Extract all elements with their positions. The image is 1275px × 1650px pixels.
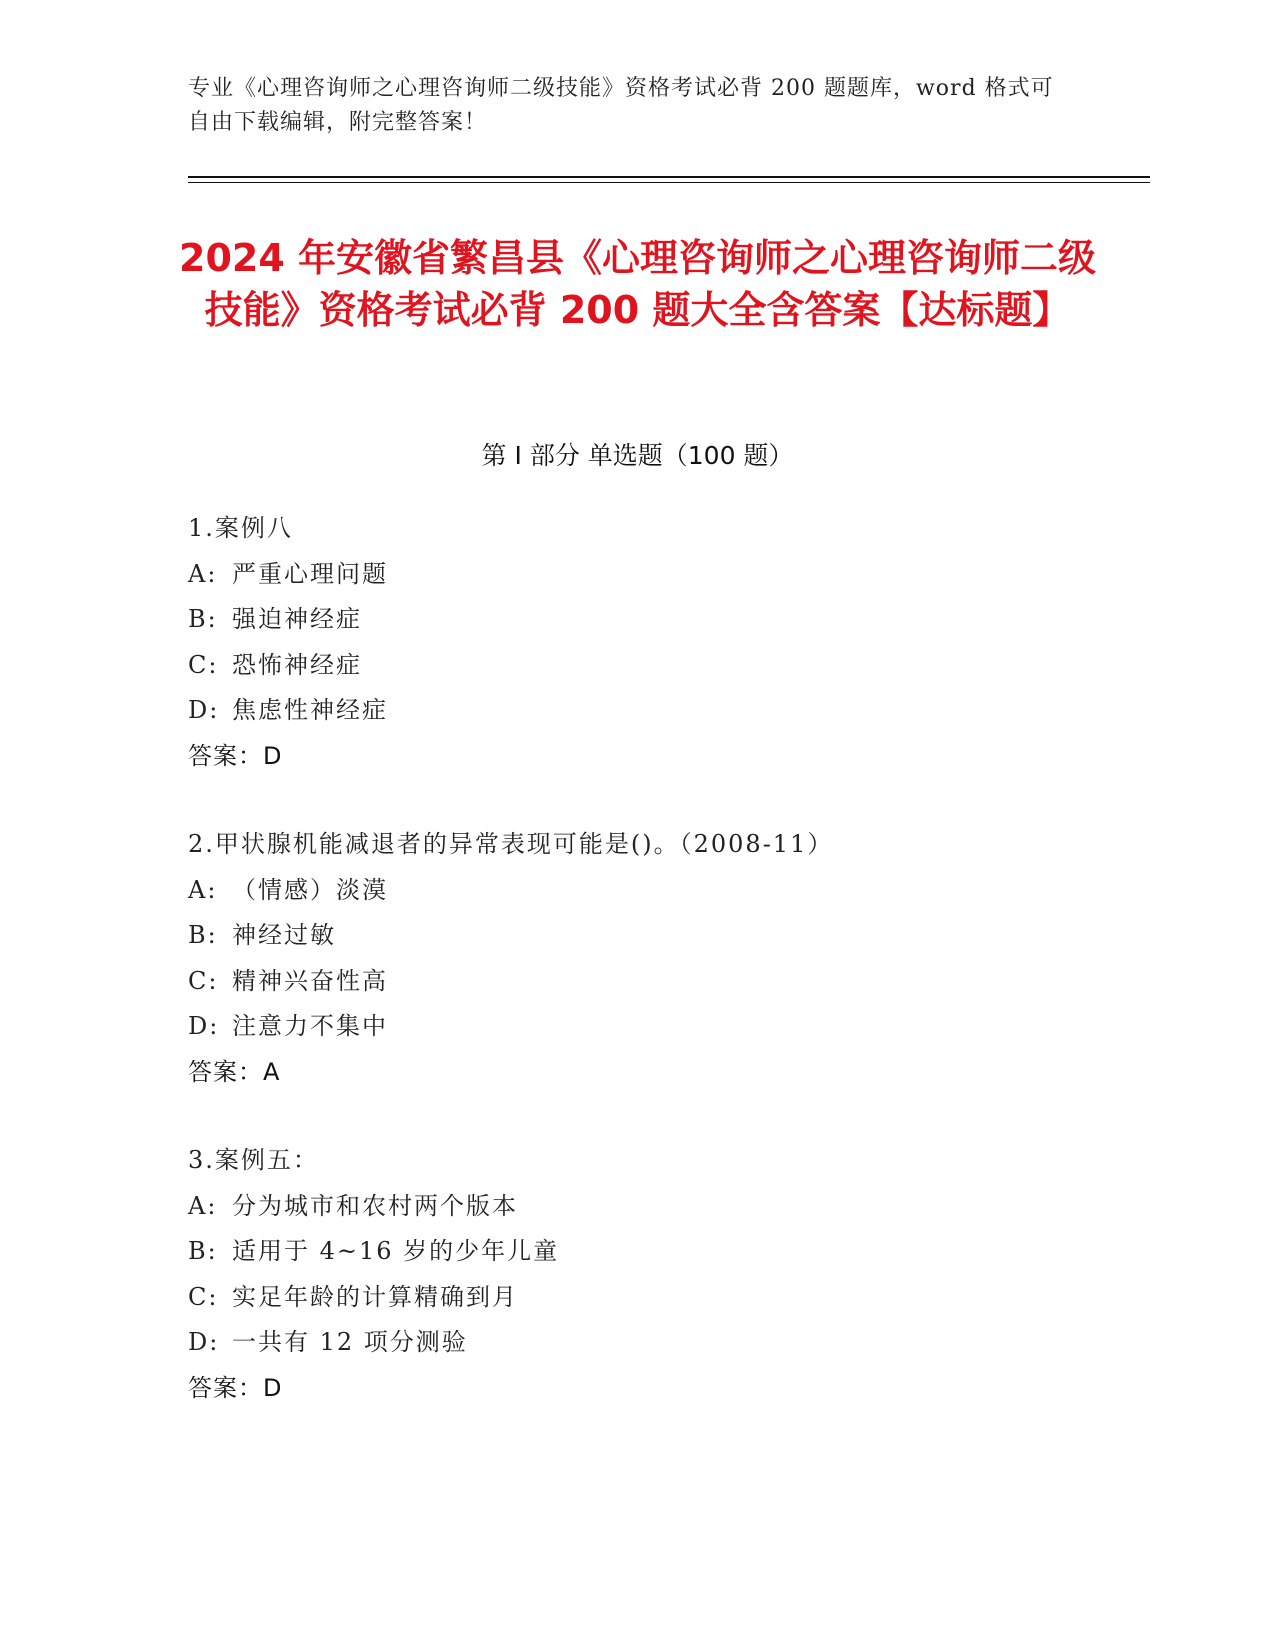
option-key: B: bbox=[188, 1237, 218, 1265]
option-text: 强迫神经症 bbox=[232, 605, 362, 633]
question-stem: 1.案例八 bbox=[188, 514, 293, 542]
option-text: 实足年龄的计算精确到月 bbox=[232, 1282, 518, 1311]
option-key: C: bbox=[188, 1282, 219, 1311]
option-a bbox=[188, 1184, 1148, 1230]
option-key: D: bbox=[188, 1328, 220, 1356]
option-key: C: bbox=[188, 650, 219, 679]
option-a bbox=[188, 868, 1148, 914]
option-b bbox=[188, 1229, 1148, 1275]
header-divider-thin bbox=[188, 182, 1150, 183]
option-text: 注意力不集中 bbox=[232, 1012, 388, 1040]
option-d bbox=[188, 1004, 1148, 1050]
header-note: 专业《心理咨询师之心理咨询师二级技能》资格考试必背 200 题题库，word 格式可自由下载编辑，附完整答案！ bbox=[188, 76, 1054, 135]
option-key: D: bbox=[188, 1012, 220, 1040]
option-c bbox=[188, 1275, 1148, 1321]
answer-line: 答案：A bbox=[188, 1057, 281, 1086]
option-key: D: bbox=[188, 696, 220, 724]
question-3 bbox=[188, 1138, 1148, 1411]
option-key: B: bbox=[188, 605, 218, 633]
question-1 bbox=[188, 506, 1148, 779]
header-divider-thick bbox=[188, 176, 1150, 178]
option-key: A: bbox=[188, 559, 218, 588]
option-d bbox=[188, 1320, 1148, 1366]
option-b bbox=[188, 597, 1148, 643]
option-text: 恐怖神经症 bbox=[232, 650, 362, 679]
option-text: 焦虑性神经症 bbox=[232, 696, 388, 724]
document-title: 2024 年安徽省繁昌县《心理咨询师之心理咨询师二级技能》资格考试必背 200 题大全含答案【达标题】 bbox=[179, 236, 1096, 332]
option-key: C: bbox=[188, 966, 219, 995]
answer-line: 答案：D bbox=[188, 1373, 283, 1402]
option-key: A: bbox=[188, 875, 218, 904]
question-2 bbox=[188, 822, 1148, 1095]
option-key: A: bbox=[188, 1191, 218, 1220]
option-c bbox=[188, 959, 1148, 1005]
question-stem: 3.案例五： bbox=[188, 1146, 319, 1174]
question-stem: 2.甲状腺机能减退者的异常表现可能是()。（2008-11） bbox=[188, 830, 834, 858]
option-text: 严重心理问题 bbox=[232, 559, 388, 588]
section-title: 第 I 部分 单选题（100 题） bbox=[481, 441, 794, 470]
option-text: （情感）淡漠 bbox=[232, 875, 388, 904]
option-a bbox=[188, 552, 1148, 598]
option-text: 神经过敏 bbox=[232, 921, 336, 949]
option-text: 分为城市和农村两个版本 bbox=[232, 1191, 518, 1220]
option-text: 适用于 4~16 岁的少年儿童 bbox=[232, 1237, 560, 1265]
option-d bbox=[188, 688, 1148, 734]
answer-line: 答案：D bbox=[188, 741, 283, 770]
option-text: 一共有 12 项分测验 bbox=[232, 1328, 468, 1356]
option-c bbox=[188, 643, 1148, 689]
option-key: B: bbox=[188, 921, 218, 949]
option-b bbox=[188, 913, 1148, 959]
option-text: 精神兴奋性高 bbox=[232, 966, 388, 995]
